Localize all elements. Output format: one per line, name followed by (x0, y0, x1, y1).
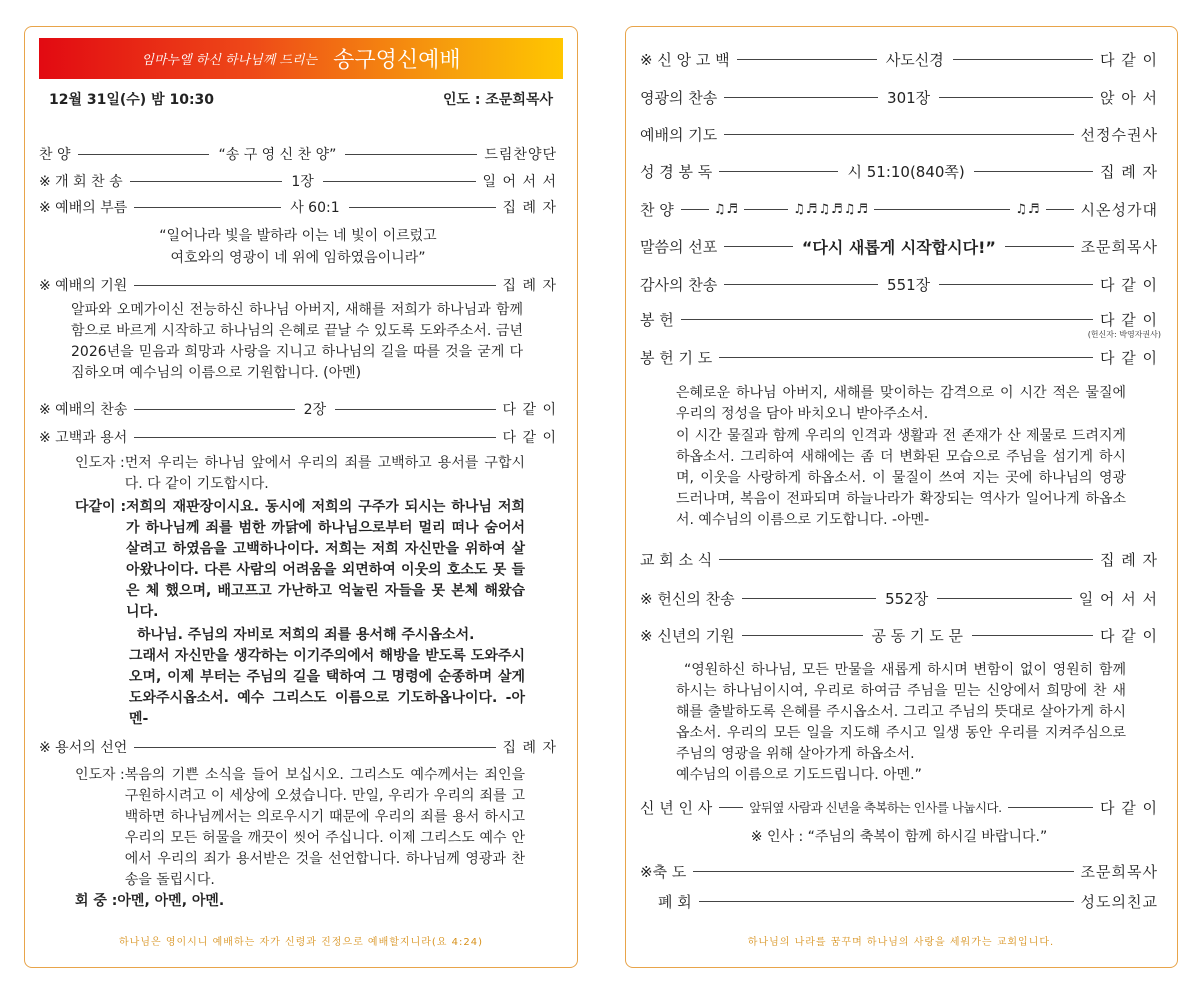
item-label: ※ 헌신의 찬송 (640, 589, 735, 608)
item-label: 영광의 찬송 (640, 88, 718, 107)
item-label: 교 회 소 식 (640, 550, 713, 569)
order-item-absolution (39, 737, 557, 757)
leader-line (134, 409, 294, 410)
leader-line (737, 59, 877, 60)
leader-line (1008, 807, 1093, 808)
sermon-title: “다시 새롭게 시작합시다!” (801, 237, 996, 257)
leader-line (953, 59, 1093, 60)
order-item-creed (640, 49, 1158, 69)
speaker-label: 회 중 : (75, 893, 118, 909)
leader-line (742, 598, 877, 599)
right-page (625, 26, 1178, 968)
item-label: 봉 헌 (640, 310, 674, 329)
item-label: ※축 도 (640, 862, 687, 881)
item-person: 다 같 이 (502, 402, 557, 418)
offering-prayer-text-2: 이 시간 물질과 함께 우리의 인격과 생활과 전 존재가 산 제물로 드려지게 하옵소서. 그리하여 새해에는 좀 더 변화된 모습으로 주님을 섬기게 하시며, 이웃을 사랑하게 하옵소서. 이 물질이 쓰여 지는 곳에 하나님의 영광 드러나며, 복음이 전파되며 하늘나라가 확장되는 역사가 일어나게 하옵소서. 예수님의 이름으로 기도합니다. -아멘- (676, 428, 1126, 528)
leader-line (345, 154, 477, 155)
item-label: ※ 신년의 기원 (640, 626, 735, 645)
new-year-prayer-end: 예수님의 이름으로 기도드립니다. 아멘.” (676, 767, 922, 783)
absolution-leader-text: 복음의 기쁜 소식을 들어 보십시오. 그리스도 예수께서는 죄인을 구원하시려고 이 세상에 오셨습니다. 만일, 우리가 우리의 죄를 고백하면 하나님께서는 의로우시기 때문에 우리의 죄를 용서 하시고 우리의 모든 허물을 깨끗이 씻어 주십니다. 이제 그리스도 예수 안에서 우리의 죄가 용서받은 것을 선언합니다. 하나님께 영광과 찬송을 돌립시다. (124, 767, 525, 888)
order-item-offering-prayer (640, 347, 1158, 367)
leader-line (134, 285, 495, 286)
leader-line (78, 154, 210, 155)
leader-line (1005, 246, 1074, 247)
order-item-dedication-hymn (640, 588, 1158, 608)
order-item-call-to-worship (39, 197, 557, 217)
confession-leader (75, 453, 525, 495)
leader-line (724, 134, 1073, 135)
banner-subtitle: 임마누엘 하신 하나님께 드리는 (141, 53, 318, 68)
order-item-offering (640, 309, 1158, 329)
item-label: 찬 양 (640, 200, 674, 219)
leader-line (1046, 209, 1074, 210)
item-content: 2장 (303, 402, 327, 418)
item-person: 성도의친교 (1080, 892, 1158, 911)
item-person: 다 같 이 (1100, 626, 1159, 645)
congregation-response (75, 891, 525, 912)
leader-line (699, 901, 1074, 902)
greeting-note: ※ 인사 : “주님의 축복이 함께 하시길 바랍니다.” (750, 829, 1048, 845)
music-notes-icon: ♫♬ (713, 201, 740, 217)
leader-line (974, 171, 1093, 172)
leader-line (724, 246, 793, 247)
item-label: 봉 헌 기 도 (640, 348, 713, 367)
leader-line (724, 284, 878, 285)
item-content: 사도신경 (885, 50, 944, 69)
invocation-text: 알파와 오메가이신 전능하신 하나님 아버지, 새해를 저희가 하나님과 함께 함으로 바르게 시작하고 하나님의 은혜로 끝날 수 있도록 도와주소서. 금년 2026년을 믿음과 희망과 사랑을 지니고 하나님의 길을 따를 것을 굳게 다짐하오며 예수님의 이름으로 기원합니다. (아멘) (71, 302, 523, 381)
item-label: 성 경 봉 독 (640, 162, 713, 181)
left-page (24, 26, 578, 968)
item-label: ※ 예배의 기원 (39, 278, 128, 294)
leader-line (719, 807, 743, 808)
leader-line (130, 181, 283, 182)
order-item-sermon (640, 236, 1158, 256)
banner-title: 송구영신예배 (333, 48, 461, 73)
order-item-confession (39, 427, 557, 447)
item-person: 선정수권사 (1080, 125, 1158, 144)
leader-line (681, 209, 709, 210)
item-person: 다 같 이 (502, 430, 557, 446)
call-verse (39, 225, 557, 269)
item-label: ※ 용서의 선언 (39, 740, 128, 756)
item-content: “송 구 영 신 찬 양” (218, 147, 337, 163)
item-label: 신 년 인 사 (640, 798, 713, 817)
right-footer-motto: 하나님의 나라를 꿈꾸며 하나님의 사랑을 세워가는 교회입니다. (747, 937, 1055, 948)
order-item-worship-hymn (39, 399, 557, 419)
item-person: 다 같 이 (1099, 310, 1158, 329)
item-content: 552장 (885, 589, 929, 608)
item-person: 조문희목사 (1080, 862, 1158, 881)
offering-prayer-text: 은혜로운 하나님 아버지, 새해를 맞이하는 감격으로 이 시간 적은 물질에 우리의 정성을 담아 바치오니 받아주소서. (676, 385, 1126, 422)
item-label: 찬 양 (39, 147, 71, 163)
item-label: 말씀의 선포 (640, 237, 718, 256)
speaker-label: 인도자 : (75, 767, 125, 783)
leader-line (719, 357, 1093, 358)
leader-line (693, 871, 1073, 872)
order-item-scripture (640, 161, 1158, 181)
item-person: 다 같 이 (1099, 50, 1158, 69)
service-datetime: 12월 31일(수) 밤 10:30 (49, 92, 215, 108)
greeting-instruction: 앞뒤옆 사람과 신년을 축복하는 인사를 나눕시다. (749, 800, 1002, 815)
order-item-greeting (640, 797, 1158, 817)
order-item-invocation (39, 275, 557, 295)
music-notes-icon: ♫♬ (1015, 201, 1041, 217)
item-person: 집 례 자 (502, 740, 557, 756)
order-item-closing (640, 891, 1158, 911)
leader-line (134, 437, 495, 438)
confession-all (75, 497, 525, 623)
order-item-new-year-prayer (640, 625, 1158, 645)
item-person: 집 례 자 (1099, 162, 1158, 181)
item-person: 집 례 자 (502, 278, 557, 294)
leader-line (937, 598, 1072, 599)
item-person: 시온성가대 (1080, 200, 1158, 219)
order-item-thanks-hymn (640, 274, 1158, 294)
congregation-response-text: 아멘, 아멘, 아멘. (117, 893, 225, 909)
item-content: 사 60:1 (290, 200, 340, 216)
absolution-leader (75, 765, 525, 891)
leader-line (719, 171, 838, 172)
offering-donor-note: (헌신자: 박영자권사) (1087, 330, 1161, 339)
item-content: 시 51:10(840쪽) (847, 162, 965, 181)
leader-line (744, 209, 788, 210)
order-item-announcements (640, 549, 1158, 569)
item-person: 다 같 이 (1099, 798, 1158, 817)
order-item-prayer (640, 124, 1158, 144)
item-person: 조문희목사 (1080, 237, 1159, 256)
speaker-label: 다같이 : (75, 499, 127, 515)
item-person: 일 어 서 서 (1078, 589, 1159, 608)
order-item-choir (640, 199, 1158, 219)
item-person: 앉 아 서 (1100, 88, 1159, 107)
item-label: ※ 예배의 찬송 (39, 402, 128, 418)
item-label: ※ 고백과 용서 (39, 430, 128, 446)
order-item-opening-hymn (39, 171, 557, 191)
confession-all-text: 저희의 재판장이시요. 동시에 저희의 구주가 되시는 하나님 저희가 하나님께 죄를 범한 까닭에 하나님으로부터 멀리 떠나 숨어서 살려고 하였음을 고백하나이다. 저희는 저희 자신만을 위하여 살아왔나이다. 다른 사람의 어려움을 외면하여 이웃의 호소도 못 들은 체 했으며, 배고프고 가난하고 억눌린 자들을 못 본체 해왔습니다. (126, 499, 525, 620)
item-person: 드림찬양단 (484, 147, 557, 163)
verse-line: “일어나라 빛을 발하라 이는 네 빛이 이르렀고 (159, 228, 437, 244)
confession-all-text-2: 하나님. 주님의 자비로 저희의 죄를 용서해 주시옵소서. (137, 627, 475, 643)
verse-line: 여호와의 영광이 네 위에 임하였음이니라” (170, 250, 426, 266)
leader-line (335, 409, 495, 410)
left-footer-verse: 하나님은 영이시니 예배하는 자가 신령과 진정으로 예배할지니라(요 4:24) (119, 937, 483, 948)
order-item-praise (39, 144, 557, 164)
item-person: 다 같 이 (1099, 348, 1158, 367)
music-notes-icon: ♫♬♫♬♫♬ (793, 201, 869, 217)
item-label: 예배의 기도 (640, 125, 718, 144)
item-person: 다 같 이 (1100, 275, 1159, 294)
leader-line (719, 559, 1093, 560)
item-person: 집 례 자 (1099, 550, 1158, 569)
item-person: 집 례 자 (502, 200, 558, 216)
leader-line (134, 747, 495, 748)
item-content: 1장 (291, 174, 314, 190)
confession-all-text-3: 그래서 자신만을 생각하는 이기주의에서 해방을 받도록 도와주시오며, 이제 부터는 주님의 길을 택하여 그 명령에 순종하며 살게 도와주시옵소서. 예수 그리스도 이름으로 기도하옵나이다. -아멘- (129, 648, 525, 727)
speaker-label: 인도자 : (75, 455, 125, 471)
new-year-prayer-text: “영원하신 하나님, 모든 만물을 새롭게 하시며 변함이 없이 영원히 함께 하시는 하나님이시여, 우리로 하여금 주님을 믿는 신앙에서 희망에 찬 새해를 출발하도록 은혜를 주시옵소서. 그리고 주님의 뜻대로 살아가게 하시옵소서. 우리의 모든 일을 지도해 주시고 일생 동안 우리를 지켜주심으로 주님의 영광을 위해 살아가게 하옵소서. (676, 662, 1126, 762)
leader-line (724, 97, 878, 98)
leader-line (742, 635, 863, 636)
item-content: 공 동 기 도 문 (871, 626, 964, 645)
leader-line (939, 97, 1093, 98)
confession-leader-text: 먼저 우리는 하나님 앞에서 우리의 죄를 고백하고 용서를 구합시다. 다 같이 기도합시다. (124, 455, 525, 492)
leader-line (874, 209, 1010, 210)
leader-line (349, 207, 496, 208)
item-content: 301장 (887, 88, 931, 107)
item-person: 일 어 서 서 (482, 174, 557, 190)
item-label: 폐 회 (658, 892, 692, 911)
leader-line (681, 319, 1093, 320)
item-label: ※ 예배의 부름 (39, 200, 128, 216)
leader-line (323, 181, 476, 182)
service-title-banner (39, 38, 563, 79)
service-leader: 인도 : 조문희목사 (442, 92, 553, 108)
item-label: ※ 개 회 찬 송 (39, 174, 123, 190)
order-item-glory-hymn (640, 87, 1158, 107)
leader-line (134, 207, 281, 208)
leader-line (939, 284, 1093, 285)
leader-line (972, 635, 1093, 636)
item-label: 감사의 찬송 (640, 275, 718, 294)
item-content: 551장 (887, 275, 931, 294)
order-item-benediction (640, 861, 1158, 881)
item-label: ※ 신 앙 고 백 (640, 50, 730, 69)
